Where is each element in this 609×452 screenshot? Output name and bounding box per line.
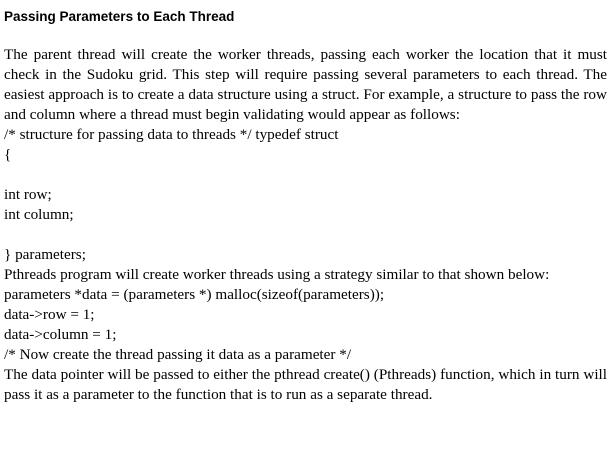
- code-line-data-row: data->row = 1;: [4, 306, 95, 323]
- code-line-int-row: int row;: [4, 186, 52, 203]
- paragraph-pthreads: Pthreads program will create worker threads using a strategy similar to that shown below:: [4, 266, 550, 283]
- code-line-close-brace: } parameters;: [4, 246, 86, 263]
- section-heading: Passing Parameters to Each Thread: [4, 9, 235, 24]
- document-page: [4, 0, 607, 405]
- code-line-malloc: parameters *data = (parameters *) malloc(sizeof(parameters));: [4, 286, 385, 303]
- code-line-data-column: data->column = 1;: [4, 326, 117, 343]
- blank-line: [4, 165, 607, 185]
- blank-line: [4, 225, 607, 245]
- code-line-open-brace: {: [4, 146, 12, 163]
- paragraph-data-pointer: The data pointer will be passed to either the pthread create() (Pthreads) function, which in turn will pass it as a parameter to the function that is to run as a separate thread.: [4, 366, 607, 403]
- paragraph-intro: The parent thread will create the worker threads, passing each worker the location that it must check in the Sudoku grid. This step will require passing several parameters to each thread. The easiest approach is to create a data structure using a struct. For example, a structure to pass the row and column where a thread must begin validating would appear as follows:: [4, 46, 607, 123]
- spacer: [4, 27, 607, 45]
- code-line-create-comment: /* Now create the thread passing it data as a parameter */: [4, 346, 352, 363]
- code-line-int-column: int column;: [4, 206, 74, 223]
- code-line-struct-comment: /* structure for passing data to threads */ typedef struct: [4, 126, 339, 143]
- document-body: [4, 45, 607, 405]
